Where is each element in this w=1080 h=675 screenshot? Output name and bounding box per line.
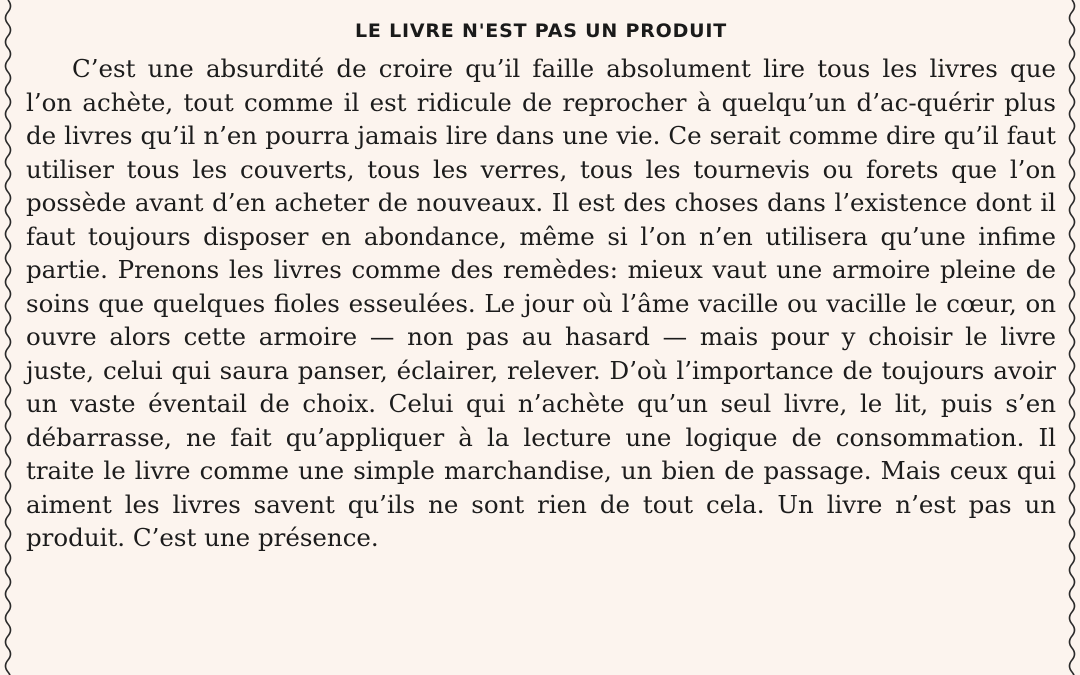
right-wavy-border bbox=[1066, 0, 1078, 675]
article-body: C’est une absurdité de croire qu’il faille absolument lire tous les livres que l’on achète, tout comme il est ridicule de reprocher à quelqu’un d’ac-quérir plus de livres qu’il n’en pourra jamais lire dans une vie. Ce serait comme dire qu’il faut utiliser tous les couverts, tous les verres, tous les tournevis ou forets que l’on possède avant d’en acheter de nouveaux. Il est des choses dans l’existence dont il faut toujours disposer en abondance, même si l’on n’en utilisera qu’une infime partie. Prenons les livres comme des remèdes: mieux vaut une armoire pleine de soins que quelques fioles esseulées. Le jour où l’âme vacille ou vacille le cœur, on ouvre alors cette armoire — non pas au hasard — mais pour y choisir le livre juste, celui qui saura panser, éclairer, relever. D’où l’importance de toujours avoir un vaste éventail de choix. Celui qui n’achète qu’un seul livre, le lit, puis s’en débarrasse, ne fait qu’appliquer à la lecture une logique de consommation. Il traite le livre comme une simple marchandise, un bien de passage. Mais ceux qui aiment les livres savent qu’ils ne sont rien de tout cela. Un livre n’est pas un produit. C’est une présence. bbox=[26, 54, 1056, 552]
article-title: LE LIVRE N'EST PAS UN PRODUIT bbox=[354, 20, 728, 42]
wavy-border-line bbox=[1070, 0, 1075, 675]
left-wavy-border bbox=[2, 0, 14, 675]
wavy-border-line bbox=[6, 0, 11, 675]
article-content bbox=[26, 14, 1056, 555]
